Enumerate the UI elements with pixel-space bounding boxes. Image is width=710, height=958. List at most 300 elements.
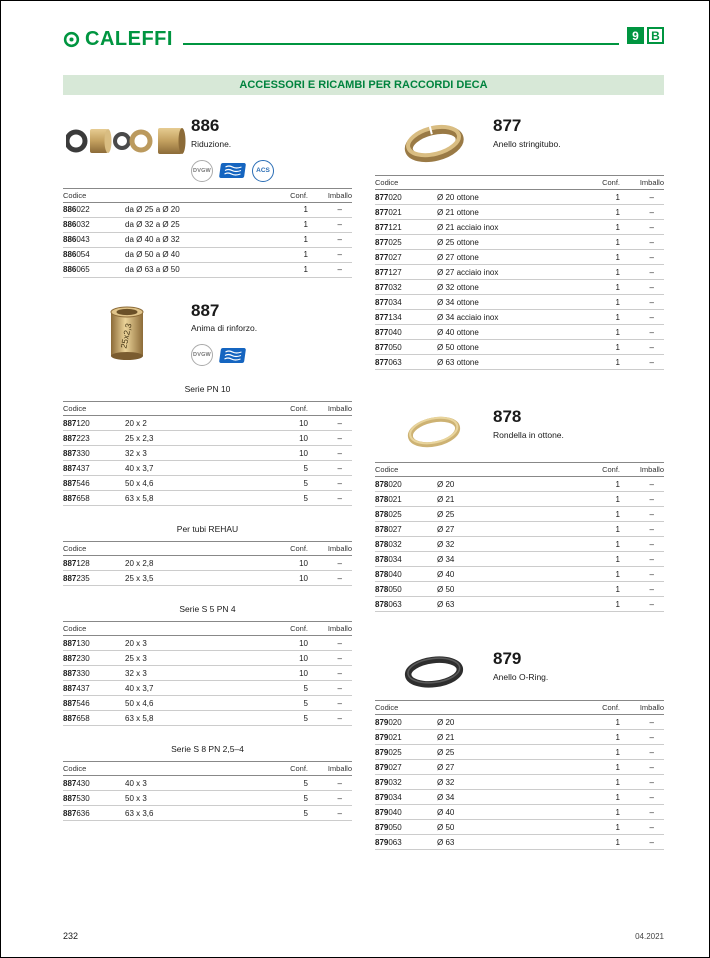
cell-imballo: – [620,340,664,355]
cell-size: 20 x 3 [125,636,274,651]
cell-size: 25 x 3,5 [125,571,274,586]
edition-date: 04.2021 [635,932,664,941]
cell-size: Ø 34 [437,552,586,567]
table-header-row [63,542,352,556]
cell-code: 887128 [63,556,125,571]
dvgw-cert-icon [191,344,213,366]
table-row [63,651,352,666]
cell-imballo: – [308,262,352,277]
cell-code: 887546 [63,696,125,711]
cell-conf: 1 [586,552,620,567]
cell-code: 887330 [63,666,125,681]
product-section-879 [375,648,664,850]
cell-imballo: – [620,760,664,775]
cell-code: 887636 [63,806,125,821]
cell-conf: 1 [586,597,620,612]
product-table [63,401,352,506]
cell-size: 63 x 3,6 [125,806,274,821]
wave-glyph [222,349,244,362]
cell-size: 50 x 3 [125,791,274,806]
cell-imballo: – [620,492,664,507]
water-quality-cert-icon [219,163,246,178]
cell-imballo: – [620,567,664,582]
cell-code: 878050 [375,582,437,597]
table-header-row [375,176,664,190]
cell-imballo: – [620,805,664,820]
cell-conf: 1 [274,232,308,247]
table-row [375,775,664,790]
header-rule [183,43,619,45]
product-head-887 [63,300,352,367]
cell-size: da Ø 63 a Ø 50 [125,262,274,277]
table-row [63,217,352,232]
brand-name: CALEFFI [85,28,173,50]
table-header-row [63,622,352,636]
cell-imballo: – [620,790,664,805]
cell-conf: 5 [274,806,308,821]
cert-icons-886 [191,160,352,182]
cell-size: Ø 40 ottone [437,325,586,340]
cell-imballo: – [620,280,664,295]
cell-imballo: – [620,715,664,730]
cell-imballo: – [308,666,352,681]
imballo-header: Imballo [308,622,352,636]
cell-imballo: – [308,776,352,791]
cell-code: 877127 [375,265,437,280]
cell-conf: 1 [586,715,620,730]
cell-conf: 1 [586,760,620,775]
cell-conf: 10 [274,556,308,571]
cell-size: Ø 63 ottone [437,355,586,370]
cell-size: 40 x 3,7 [125,681,274,696]
cell-conf: 1 [586,805,620,820]
conf-header: Conf. [586,463,620,477]
cell-conf: 10 [274,651,308,666]
cell-conf: 5 [274,461,308,476]
cell-imballo: – [620,507,664,522]
table-row [375,340,664,355]
cell-size: Ø 21 [437,492,586,507]
cell-size: Ø 40 [437,567,586,582]
product-section-878 [375,406,664,612]
cell-conf: 10 [274,416,308,431]
page-header [63,27,664,57]
imballo-header: Imballo [308,188,352,202]
cell-code: 878063 [375,597,437,612]
cell-size: 40 x 3 [125,776,274,791]
table-header-row [63,188,352,202]
table-row [375,835,664,850]
imballo-header: Imballo [620,176,664,190]
cell-conf: 1 [586,582,620,597]
cell-code: 877025 [375,235,437,250]
cell-code: 887546 [63,476,125,491]
cell-conf: 5 [274,681,308,696]
pipe-clamp-ring-image [388,117,480,169]
cell-conf: 1 [586,522,620,537]
cell-code: 877034 [375,295,437,310]
cell-code: 887658 [63,711,125,726]
o-ring-image [388,650,480,694]
cert-icons-887 [191,344,352,366]
cell-conf: 1 [586,295,620,310]
section-number-badge: 9 [627,27,644,44]
cell-conf: 5 [274,491,308,506]
cell-code: 877021 [375,205,437,220]
cell-code: 879027 [375,760,437,775]
cell-code: 879020 [375,715,437,730]
cell-imballo: – [308,806,352,821]
codice-header: Codice [63,762,274,776]
cell-code: 877020 [375,190,437,205]
conf-header: Conf. [274,622,308,636]
conf-header: Conf. [274,188,308,202]
cell-imballo: – [620,190,664,205]
product-head-878 [375,406,664,456]
codice-header: Codice [375,701,586,715]
cell-size: Ø 63 [437,597,586,612]
cell-code: 878021 [375,492,437,507]
codice-header: Codice [63,188,274,202]
cell-imballo: – [308,791,352,806]
cell-code: 886065 [63,262,125,277]
cell-code: 877134 [375,310,437,325]
page-title-banner: ACCESSORI E RICAMBI PER RACCORDI DECA [63,75,664,95]
table-row [375,582,664,597]
cell-code: 878040 [375,567,437,582]
cell-imballo: – [308,651,352,666]
product-tables-887 [63,384,352,821]
table-row [63,711,352,726]
cell-conf: 5 [274,711,308,726]
caleffi-logo [63,29,173,49]
table-subtitle: Per tubi REHAU [176,524,239,535]
table-header-row [63,762,352,776]
cell-conf: 1 [274,202,308,217]
table-row [63,416,352,431]
cell-imballo: – [308,461,352,476]
cell-imballo: – [308,696,352,711]
acs-cert-label: ACS [256,167,270,175]
cell-imballo: – [620,205,664,220]
cell-size: 25 x 3 [125,651,274,666]
cell-size: 32 x 3 [125,666,274,681]
cell-conf: 5 [274,476,308,491]
product-info-879 [493,648,664,694]
table-row [375,477,664,492]
cell-size: 50 x 4,6 [125,696,274,711]
cell-code: 887120 [63,416,125,431]
cell-imballo: – [620,835,664,850]
cell-conf: 1 [586,537,620,552]
cell-imballo: – [620,235,664,250]
cell-conf: 1 [586,325,620,340]
dvgw-cert-label: DVGW [193,167,211,174]
cell-conf: 1 [586,745,620,760]
table-row [63,202,352,217]
cell-code: 878032 [375,537,437,552]
cell-size: da Ø 40 a Ø 32 [125,232,274,247]
cell-imballo: – [308,476,352,491]
table-row [375,522,664,537]
product-code: 877 [493,116,522,135]
table-row [375,310,664,325]
caleffi-logo-icon [63,31,80,48]
cell-size: da Ø 50 a Ø 40 [125,247,274,262]
table-row [375,265,664,280]
cell-imballo: – [308,202,352,217]
product-image-886 [63,115,191,182]
cell-imballo: – [620,522,664,537]
table-row [375,295,664,310]
cell-imballo: – [620,355,664,370]
cell-code: 887223 [63,431,125,446]
reduction-fittings-image [66,117,188,165]
cell-size: 40 x 3,7 [125,461,274,476]
cell-conf: 10 [274,666,308,681]
product-image-877 [375,115,493,169]
cell-size: 20 x 2 [125,416,274,431]
product-head-886 [63,115,352,182]
cell-conf: 10 [274,431,308,446]
product-code: 886 [191,116,220,135]
product-tables-886 [63,188,352,278]
table-row [375,745,664,760]
cell-code: 879050 [375,820,437,835]
table-row [375,507,664,522]
table-row [375,205,664,220]
cell-code: 886022 [63,202,125,217]
table-row [375,715,664,730]
cell-conf: 1 [586,340,620,355]
table-row [375,567,664,582]
product-description: Anima di rinforzo. [191,323,258,334]
cell-size: Ø 21 acciaio inox [437,220,586,235]
reinforcement-sleeve-image [97,302,157,362]
conf-header: Conf. [274,402,308,416]
product-image-878 [375,406,493,456]
product-table [63,188,352,278]
table-row [375,355,664,370]
cell-conf: 1 [586,567,620,582]
imballo-header: Imballo [308,762,352,776]
cell-size: Ø 50 ottone [437,340,586,355]
cell-imballo: – [620,745,664,760]
cell-imballo: – [308,247,352,262]
cell-size: Ø 27 [437,522,586,537]
cell-size: Ø 20 [437,715,586,730]
cell-size: Ø 34 [437,790,586,805]
cell-size: Ø 25 [437,745,586,760]
right-column [375,115,664,872]
cell-conf: 1 [274,262,308,277]
table-row [63,247,352,262]
content-columns [63,115,664,872]
table-row [63,666,352,681]
cell-size: Ø 20 [437,477,586,492]
page-number: 232 [63,931,79,941]
table-row [63,696,352,711]
codice-header: Codice [375,176,586,190]
cell-size: Ø 32 [437,537,586,552]
cell-conf: 1 [586,280,620,295]
table-row [63,476,352,491]
table-row [375,280,664,295]
cell-code: 879063 [375,835,437,850]
cell-code: 886043 [63,232,125,247]
table-row [63,431,352,446]
cell-imballo: – [620,537,664,552]
table-row [63,776,352,791]
cell-code: 877050 [375,340,437,355]
cell-code: 887658 [63,491,125,506]
cell-imballo: – [620,582,664,597]
conf-header: Conf. [586,176,620,190]
product-info-886 [191,115,352,182]
table-row [63,806,352,821]
table-row [375,552,664,567]
cell-conf: 1 [586,730,620,745]
table-row [63,461,352,476]
cell-code: 887437 [63,681,125,696]
water-quality-cert-icon [219,348,246,363]
cell-code: 877121 [375,220,437,235]
cell-conf: 1 [586,492,620,507]
cell-code: 877040 [375,325,437,340]
cell-size: da Ø 32 a Ø 25 [125,217,274,232]
cell-size: 32 x 3 [125,446,274,461]
left-column [63,115,352,872]
cell-size: Ø 40 [437,805,586,820]
cell-code: 879034 [375,790,437,805]
cell-conf: 1 [586,205,620,220]
cell-size: Ø 25 ottone [437,235,586,250]
cell-code: 886054 [63,247,125,262]
brass-washer-image [388,408,480,456]
cell-size: 63 x 5,8 [125,491,274,506]
cell-imballo: – [620,730,664,745]
cell-imballo: – [620,250,664,265]
cell-imballo: – [620,295,664,310]
imballo-header: Imballo [308,402,352,416]
codice-header: Codice [63,402,274,416]
table-row [375,597,664,612]
cell-imballo: – [620,265,664,280]
product-description: Anello O-Ring. [493,671,549,682]
cell-imballo: – [620,597,664,612]
cell-code: 879040 [375,805,437,820]
cell-imballo: – [620,325,664,340]
cell-code: 878020 [375,477,437,492]
cell-code: 879025 [375,745,437,760]
table-row [63,232,352,247]
cell-imballo: – [620,775,664,790]
cell-conf: 1 [586,265,620,280]
cell-imballo: – [308,681,352,696]
cell-conf: 1 [586,507,620,522]
dvgw-cert-label: DVGW [193,352,211,359]
table-row [63,556,352,571]
cell-code: 877032 [375,280,437,295]
product-description: Anello stringitubo. [493,138,561,149]
product-table [63,541,352,586]
table-row [63,571,352,586]
cell-size: 25 x 2,3 [125,431,274,446]
product-image-887 [63,300,191,367]
product-info-878 [493,406,664,456]
product-info-877 [493,115,664,169]
table-row [375,820,664,835]
product-head-879 [375,648,664,694]
product-section-887 [63,300,352,822]
section-letter-badge: B [647,27,664,44]
cell-imballo: – [308,556,352,571]
cell-imballo: – [308,232,352,247]
cell-conf: 1 [586,310,620,325]
cell-conf: 1 [586,775,620,790]
table-row [63,681,352,696]
table-row [63,791,352,806]
cell-code: 887430 [63,776,125,791]
cell-conf: 1 [586,477,620,492]
cell-conf: 1 [586,250,620,265]
product-table [375,462,664,612]
cell-conf: 10 [274,446,308,461]
cell-code: 877027 [375,250,437,265]
product-code: 878 [493,407,522,426]
cell-imballo: – [308,416,352,431]
product-tables-878 [375,462,664,612]
cell-imballo: – [620,477,664,492]
cell-size: Ø 63 [437,835,586,850]
cell-size: da Ø 25 a Ø 20 [125,202,274,217]
cell-conf: 1 [586,190,620,205]
table-row [63,262,352,277]
table-row [375,730,664,745]
table-row [63,491,352,506]
cell-size: Ø 21 [437,730,586,745]
product-tables-879 [375,700,664,850]
table-header-row [63,402,352,416]
table-row [375,805,664,820]
cell-size: Ø 27 [437,760,586,775]
product-code: 887 [191,300,220,320]
cell-code: 886032 [63,217,125,232]
cell-imballo: – [620,310,664,325]
cell-conf: 10 [274,636,308,651]
cell-code: 879021 [375,730,437,745]
product-description: Riduzione. [191,138,232,149]
cell-size: Ø 34 ottone [437,295,586,310]
table-row [375,492,664,507]
product-section-877 [375,115,664,370]
cell-imballo: – [620,820,664,835]
imballo-header: Imballo [308,542,352,556]
cell-code: 877063 [375,355,437,370]
product-tables-877 [375,175,664,370]
cell-conf: 1 [586,235,620,250]
product-info-887 [191,300,352,367]
table-row [375,250,664,265]
cell-conf: 1 [274,247,308,262]
cell-size: 50 x 4,6 [125,476,274,491]
cell-code: 878027 [375,522,437,537]
table-header-row [375,701,664,715]
dvgw-cert-icon [191,160,213,182]
cell-conf: 1 [586,355,620,370]
cell-size: Ø 32 ottone [437,280,586,295]
cell-conf: 1 [586,820,620,835]
